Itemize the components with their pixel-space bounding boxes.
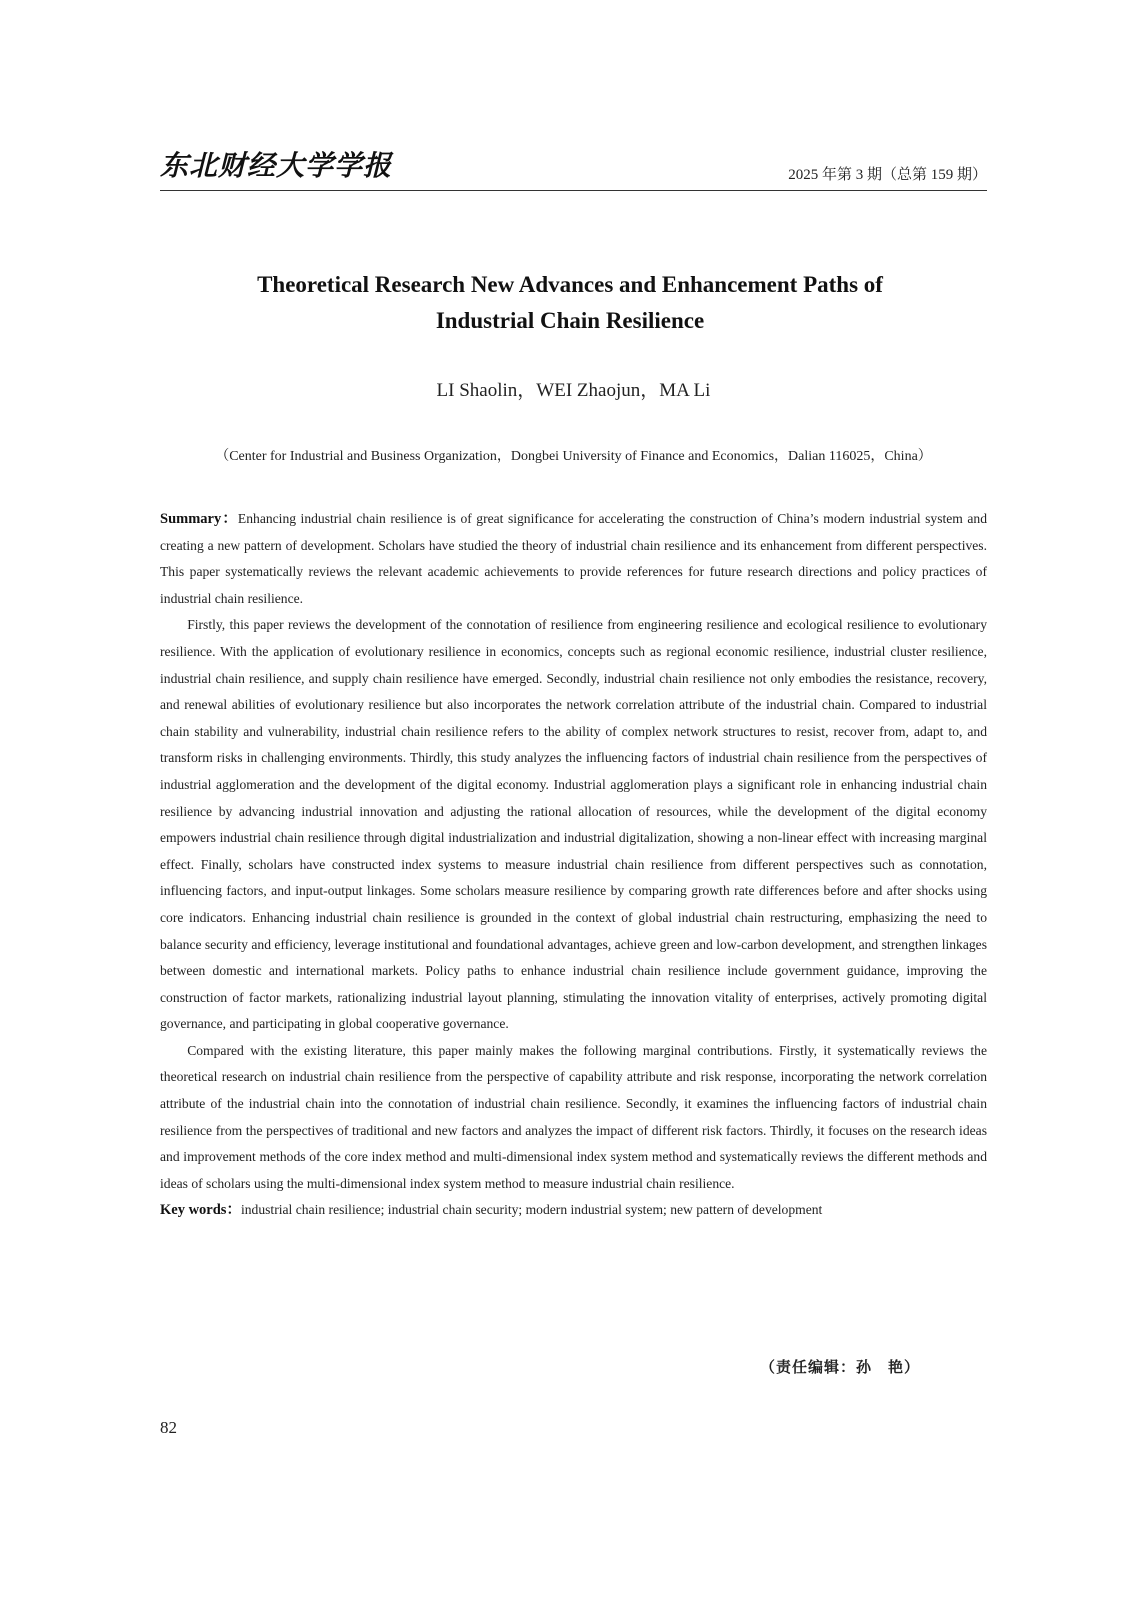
keywords-text: industrial chain resilience; industrial chain security; modern industrial system; new pattern of development — [240, 1202, 823, 1218]
abstract — [160, 506, 987, 1224]
keywords-paragraph — [160, 1197, 987, 1224]
article-title-line-2: Industrial Chain Resilience — [435, 308, 705, 333]
journal-logo: 东北财经大学学报 — [160, 149, 393, 182]
keywords-label: Key words： — [160, 1202, 241, 1219]
issue-info: 2025 年第 3 期（总第 159 期） — [788, 167, 987, 183]
article-authors: LI Shaolin，WEI Zhaojun，MA Li — [436, 380, 711, 401]
summary-text: Enhancing industrial chain resilience is of great significance for accelerating the construction of China’s modern industrial system and creating a new pattern of development. Scholars have studied the theory of industrial chain resilience and its enhancement from different perspectives. This paper systematically reviews the relevant academic achievements to provide references for future research directions and policy practices of industrial chain resilience. — [160, 511, 987, 606]
summary-paragraph — [160, 506, 987, 612]
journal-header — [160, 150, 987, 191]
abstract-paragraph-2: Firstly, this paper reviews the development of the connotation of resilience from engineering resilience and ecological resilience to evolutionary resilience. With the application of evolutionary resilience in economics, concepts such as regional economic resilience, industrial cluster resilience, industrial chain resilience, and supply chain resilience have emerged. Secondly, industrial chain resilience not only embodies the resistance, recovery, and renewal abilities of evolutionary resilience but also incorporates the network correlation attribute of the industrial chain. Compared to industrial chain stability and vulnerability, industrial chain resilience refers to the ability of complex network structures to resist, recover from, adapt to, and transform risks in challenging environments. Thirdly, this study analyzes the influencing factors of industrial chain resilience from the perspectives of industrial agglomeration and the development of the digital economy. Industrial agglomeration plays a significant role in enhancing industrial chain resilience by advancing industrial innovation and adjusting the rational allocation of resources, while the development of the digital economy empowers industrial chain resilience through digital industrialization and industrial digitalization, showing a non-linear effect with increasing marginal effect. Finally, scholars have constructed index systems to measure industrial chain resilience from different perspectives such as connotation, influencing factors, and input-output linkages. Some scholars measure resilience by comparing growth rate differences before and after shocks using core indicators. Enhancing industrial chain resilience is grounded in the context of global industrial chain restructuring, emphasizing the need to balance security and efficiency, leverage institutional and foundational advantages, achieve green and low-carbon development, and strengthen linkages between domestic and international markets. Policy paths to enhance industrial chain resilience include government guidance, improving the construction of factor markets, rationalizing industrial layout planning, stimulating the innovation vitality of enterprises, actively promoting digital governance, and participating in global cooperative governance. — [160, 617, 987, 1032]
abstract-paragraph-3: Compared with the existing literature, this paper mainly makes the following marginal contributions. Firstly, it systematically reviews the theoretical research on industrial chain resilience from the perspective of capability attribute and risk response, incorporating the network correlation attribute of the industrial chain into the connotation of industrial chain resilience. Secondly, it examines the influencing factors of industrial chain resilience from the perspectives of traditional and new factors and analyzes the impact of different risk factors. Thirdly, it focuses on the research ideas and improvement methods of the core index method and multi-dimensional index system method and systematically reviews the different methods and ideas of scholars using the multi-dimensional index system method to measure industrial chain resilience. — [160, 1042, 987, 1191]
summary-label: Summary： — [160, 511, 238, 527]
article-title-line-1: Theoretical Research New Advances and Enhancement Paths of — [257, 272, 883, 297]
page-number: 82 — [160, 1418, 177, 1437]
responsible-editor: （责任编辑：孙 艳） — [760, 1358, 921, 1376]
article-affiliation: （Center for Industrial and Business Organization，Dongbei University of Finance and Economics，Dalian 116025，China） — [215, 449, 932, 464]
article-title — [140, 267, 1000, 339]
